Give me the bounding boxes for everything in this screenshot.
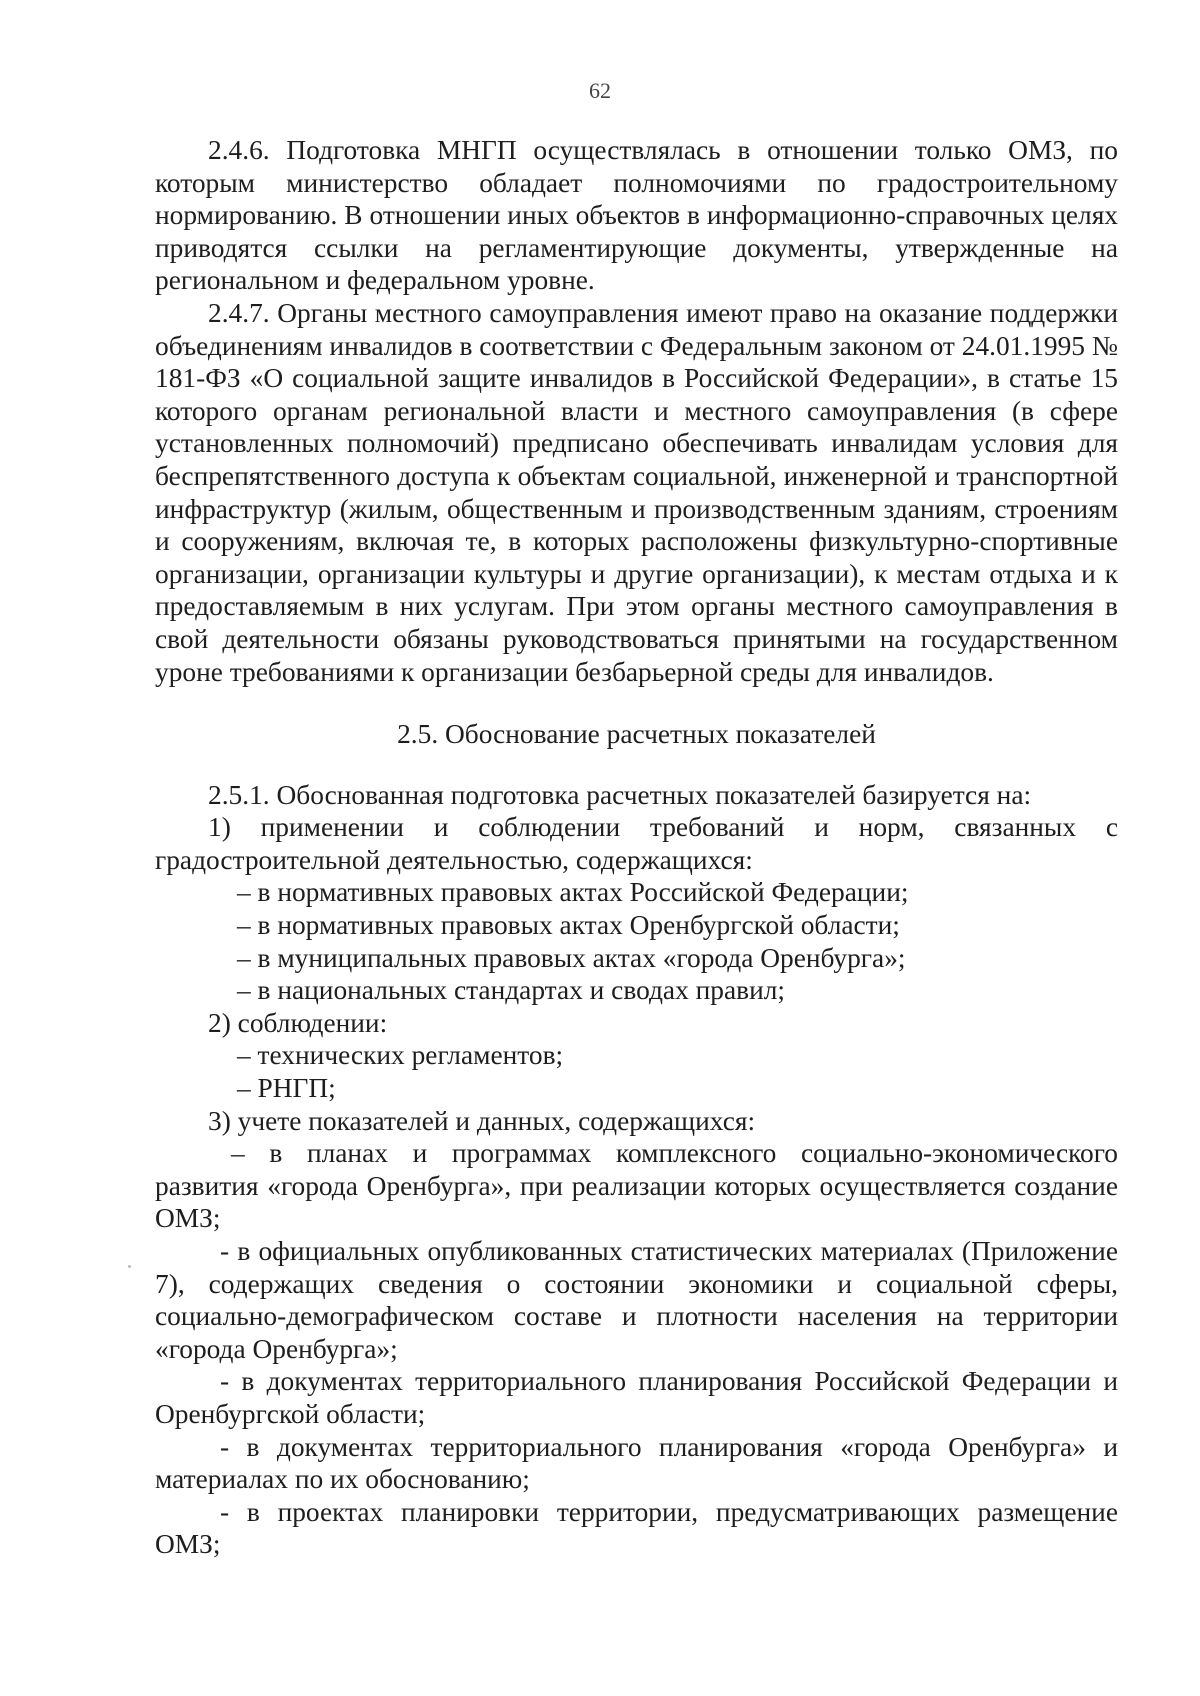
paragraph-2-4-7: 2.4.7. Органы местного самоуправления имеют право на оказание поддержки объединениям инвалидов в соответствии с Федеральным законом от 24.01.1995 № 181-ФЗ «О социальной защите инвалидов в Российской Федерации», в статье 15 которого органам региональной власти и местного самоуправления (в сфере установленных полномочий) предписано обеспечивать инвалидам условия для беспрепятственного доступа к объектам социальной, инженерной и транспортной инфраструктур (жилым, общественным и производственным зданиям, строениям и сооружениям, включая те, в которых расположены физкультурно-спортивные организации, организации культуры и другие организации), к местам отдыха и к предоставляемым в них услугам. При этом органы местного самоуправления в свой деятельности обязаны руководствоваться принятыми на государственном уроне требованиями к организации безбарьерной среды для инвалидов. (155, 297, 1118, 687)
page-number: 62 (589, 78, 611, 103)
list-subitem: – в нормативных правовых актах Российской Федерации; (237, 877, 909, 908)
list-subitem: - в документах территориального планирования «города Оренбурга» и материалах по их обоснованию; (155, 1431, 1118, 1495)
scan-speck (128, 1265, 131, 1268)
list-subitem: - в проектах планировки территории, предусматривающих размещение ОМЗ; (155, 1496, 1118, 1560)
list-subitem: – в муниципальных правовых актах «города Оренбурга»; (237, 942, 906, 973)
list-subitem: – в нормативных правовых актах Оренбургской области; (237, 910, 900, 941)
list-subitem: – в планах и программах комплексного социально-экономического развития «города Оренбурга», при реализации которых осуществляется создание ОМЗ; (155, 1138, 1118, 1234)
section-heading: 2.5. Обоснование расчетных показателей (397, 719, 876, 750)
list-subitem: - в официальных опубликованных статистических материалах (Приложение 7), содержащих сведения о состоянии экономики и социальной сферы, социально-демографическом составе и плотности населения на территории «города Оренбурга»; (155, 1236, 1118, 1364)
list-subitem: – в национальных стандартах и сводах правил; (237, 975, 786, 1006)
list-item-2: 2) соблюдении: (208, 1007, 388, 1038)
list-item-1: 1) применении и соблюдении требований и норм, связанных с градостроительной деятельностью, содержащихся: (155, 812, 1118, 875)
paragraph-2-5-1: 2.5.1. Обоснованная подготовка расчетных показателей базируется на: (208, 779, 1032, 810)
list-item-3: 3) учете показателей и данных, содержащихся: (208, 1105, 756, 1136)
document-body (155, 134, 1118, 1561)
list-subitem: - в документах территориального планирования Российской Федерации и Оренбургской области; (155, 1366, 1118, 1429)
list-subitem: – технических регламентов; (237, 1040, 564, 1071)
list-subitem: – РНГП; (237, 1073, 336, 1104)
paragraph-2-4-6: 2.4.6. Подготовка МНГП осуществлялась в отношении только ОМЗ, по которым министерство обладает полномочиями по градостроительному нормированию. В отношении иных объектов в информационно-справочных целях приводятся ссылки на регламентирующие документы, утвержденные на региональном и федеральном уровне. (155, 135, 1118, 296)
